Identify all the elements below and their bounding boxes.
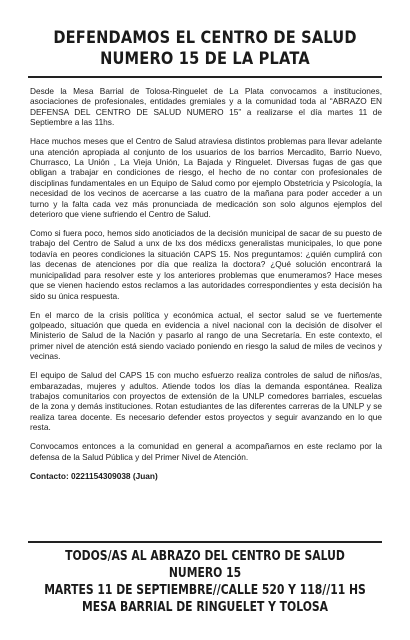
footer-line-1: TODOS/AS AL ABRAZO DEL CENTRO DE SALUD NUMERO 15 (65, 548, 345, 581)
flyer-body (30, 86, 382, 490)
paragraph-crisis: En el marco de la crisis política y económica actual, el sector salud se ve fuertemente golpeado, situación que queda en evidencia a nivel nacional con la decisión de disolver el Ministerio de Salud de la Nación y pasarlo al rango de una Secretaría. En este contexto, el primer nivel de atención está siendo vaciado poniendo en riesgo la salud de miles de vecinos y vecinas. (30, 309, 382, 362)
paragraph-problemas: Hace muchos meses que el Centro de Salud atraviesa distintos problemas para llevar adelante una atención apropiada al conjunto de los usuarios de los barrios Mercadito, Barrio Nuevo, Churrasco, La Unión , La Vieja Unión, La Bajada y Ringuelet. Diversas fugas de gas que obligan a trabajar en condiciones de riesgo, el hecho de no contar con profesionales de disciplinas fundamentales en un Equipo de Salud como por ejemplo Obstetricia y Psicología, la necesidad de los vecinos de acercarse a las cuatro de la mañana para poder acceder a un turno y la falta cada vez más pronunciada de medicación son solo algunos ejemplos del deterioro que viene sufriendo el Centro de Salud. (30, 136, 382, 220)
paragraph-equipo-salud: El equipo de Salud del CAPS 15 con mucho esfuerzo realiza controles de salud de niños/as, embarazadas, mujeres y adultos. Atiende todos los días la demanda espontánea. Realiza trabajos comunitarios con proyectos de extensión de la UNLP comedores barriales, escuelas de la zona y demás instituciones. Rotan estudiantes de las diferentes carreras de la UNLP y se realiza tarea docente. Es necesario defender estos proyectos y seguir avanzando en lo que resta. (30, 370, 382, 433)
footer-line-3: MESA BARRIAL DE RINGUELET Y TOLOSA (81, 599, 329, 615)
footer-line-2: MARTES 11 DE SEPTIEMBRE//CALLE 520 Y 118//11 HS (44, 582, 366, 598)
paragraph-decision-municipal: Como si fuera poco, hemos sido anoticiados de la decisión municipal de sacar de su puesto de trabajo del Centro de Salud a unx de lxs dos médicxs generalistas municipales, lo que pone todavía en peores condiciones la situación CAPS 15. Nos preguntamos: ¿quién cumplirá con las decenas de atenciones por día que realiza la doctora? ¿Qué solución encontrará la municipalidad para resolver este y los anteriores problemas que enumeramos? Hace meses que se vienen haciendo estos reclamos a las autoridades correspondientes y esta decisión ha sido su única respuesta. (30, 228, 382, 301)
paragraph-convocatoria: Desde la Mesa Barrial de Tolosa-Ringuelet de La Plata convocamos a instituciones, asociaciones de profesionales, entidades gremiales y a la comunidad toda al “ABRAZO EN DEFENSA DEL CENTRO DE SALUD NUMERO 15” a realizarse el día martes 11 de Septiembre a las 11hs. (30, 86, 382, 128)
bottom-divider (28, 541, 382, 543)
paragraph-llamado: Convocamos entonces a la comunidad en general a acompañarnos en este reclamo por la defensa de la Salud Pública y del Primer Nivel de Atención. (30, 441, 382, 462)
title-line-2: NUMERO 15 DE LA PLATA (100, 49, 310, 69)
footer-organizer (41, 599, 369, 616)
footer-announcement (41, 548, 369, 599)
title-line-1: DEFENDAMOS EL CENTRO DE SALUD (53, 28, 357, 48)
contact-line: Contacto: 0221154309038 (Juan) (30, 470, 158, 481)
flyer-title (29, 28, 382, 70)
top-divider (28, 76, 382, 78)
